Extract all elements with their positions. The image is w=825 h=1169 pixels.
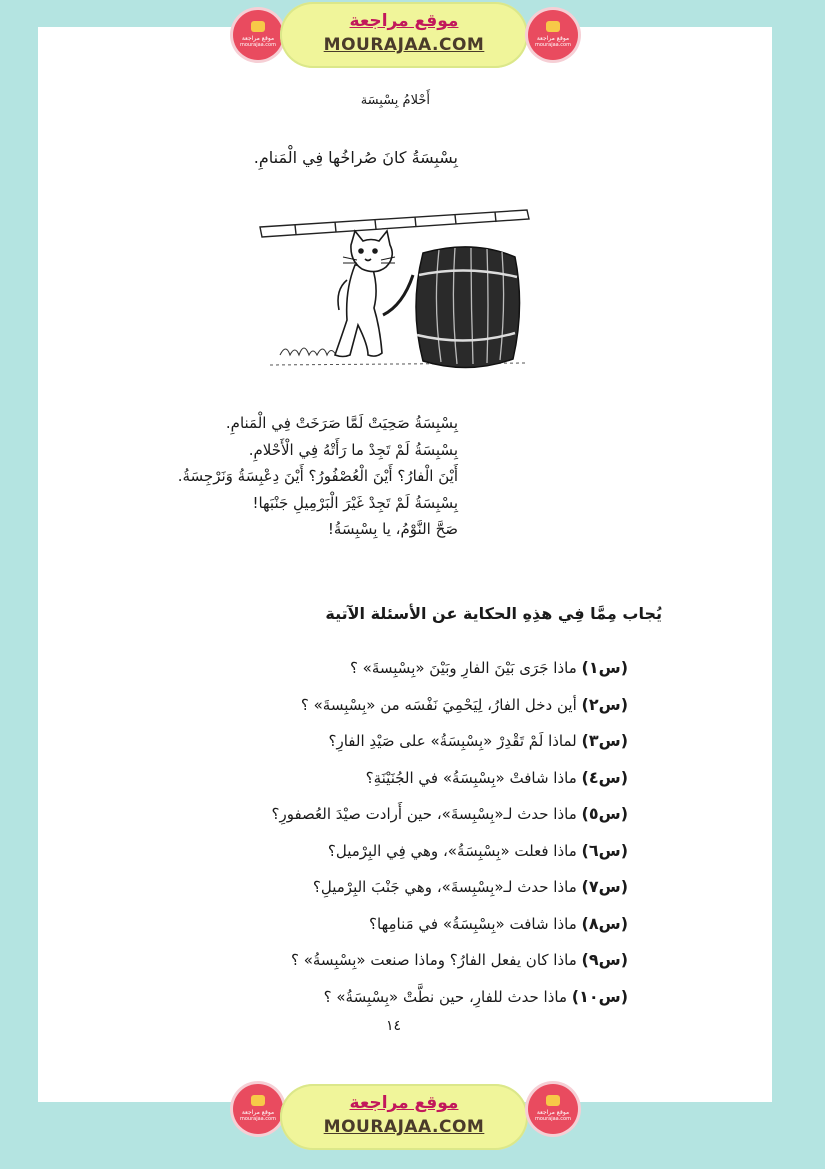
question-text: لماذا لَمْ تَقْدِرْ «بِسْبِسَةُ» على صَيْدِ الفارِ؟ [328,732,577,750]
story-line: أَيْنَ الْفارُ؟ أَيْنَ الْعُصْفُورُ؟ أَيْنَ دِعْبِسَةُ وَنَرْجِسَةُ. [177,467,458,485]
question-text: ماذا حدث لـ«بِسْبِسةَ»، حين أَرادت صيْدَ العُصفورِ؟ [271,805,577,823]
question-item [271,869,628,906]
badge-domain-text: mourajaa.com [534,1116,571,1122]
question-number: (س٦) [581,840,628,860]
question-number: (س٩) [581,950,628,969]
question-number: (س٥) [581,804,628,823]
question-item [271,796,628,833]
page-number: ١٤ [385,1018,401,1034]
site-logo-badge[interactable] [528,1084,578,1134]
site-name-arabic[interactable]: موقع مراجعة [349,11,459,31]
cat-and-barrel-illustration [255,205,535,370]
story-line: بِسْبِسَةُ لَمْ تَجِدْ غَيْرَ الْبَرْمِيلِ جَنْبَها! [252,493,458,512]
book-icon [251,21,265,32]
site-domain[interactable]: MOURAJAA.COM [323,1117,485,1137]
badge-domain-text: mourajaa.com [239,1116,276,1122]
question-item [271,833,628,870]
site-logo-badge[interactable] [233,10,283,60]
question-item [271,942,628,979]
book-icon [546,1095,560,1106]
question-text: ماذا كان يفعل الفارُ؟ وماذا صنعت «بِسْبِسةُ» ؟ [290,951,577,969]
site-logo-badge[interactable] [528,10,578,60]
site-banner-bottom[interactable] [280,1084,528,1150]
question-item [271,650,628,687]
question-number: (س٧) [581,877,628,896]
question-number: (س٨) [581,913,628,933]
badge-arabic-text: موقع مراجعة [536,1109,570,1116]
badge-arabic-text: موقع مراجعة [241,1109,275,1116]
question-item [271,906,628,943]
question-text: ماذا جَرَى بَيْنَ الفارِ وبَيْنَ «بِسْبِسةَ» ؟ [349,659,577,677]
question-number: (س١) [581,658,628,677]
question-text: ماذا حدث للفارِ، حين نطَّتْ «بِسْبِسَةُ» ؟ [323,987,567,1006]
question-text: ماذا حدث لـ«بِسْبِسةَ»، وهي جَنْبَ البِرْميلِ؟ [312,878,577,896]
site-name-arabic[interactable]: موقع مراجعة [349,1093,459,1113]
badge-domain-text: mourajaa.com [239,42,276,48]
question-item [271,979,628,1016]
site-domain[interactable]: MOURAJAA.COM [323,35,485,55]
badge-arabic-text: موقع مراجعة [536,35,570,42]
question-number: (س٣) [581,731,628,750]
question-text: ماذا فعلت «بِسْبِسَةُ»، وهي فِي البِرْميل؟ [327,841,577,860]
book-icon [546,21,560,32]
question-text: أين دخل الفارُ، لِيَحْمِيَ نَفْسَه من «بِسْبِسةَ» ؟ [300,695,577,714]
badge-domain-text: mourajaa.com [534,42,571,48]
book-icon [251,1095,265,1106]
site-logo-badge[interactable] [233,1084,283,1134]
story-title: أَحْلامُ بِسْبِسَة [360,93,430,108]
question-text: ماذا شافتْ «بِسْبِسَةُ» في الجُنَيْنَةِ؟ [365,768,577,787]
question-item [271,687,628,724]
questions-list [271,650,628,1015]
questions-heading: يُجاب مِمَّا فِي هذِهِ الحكاية عن الأسئلة الآتية [325,604,662,623]
story-first-line: بِسْبِسَةُ كانَ صُراخُها فِي الْمَنامِ. [253,148,458,167]
question-item [271,723,628,760]
question-number: (س٢) [581,694,628,714]
question-item [271,760,628,797]
story-line: بِسْبِسَةُ صَحِيَتْ لَمَّا صَرَخَتْ فِي الْمَنامِ. [225,414,458,432]
story-body [178,410,458,543]
question-number: (س٤) [581,767,628,787]
question-text: ماذا شافت «بِسْبِسَةُ» في مَنامِها؟ [369,914,577,933]
story-line: صَحَّ النَّوْمُ، يا بِسْبِسَةُ! [327,520,458,538]
story-line: بِسْبِسَةُ لَمْ تَجِدْ ما رَأَتْهُ فِي الْأَحْلامِ. [248,440,458,459]
site-banner-top[interactable] [280,2,528,68]
question-number: (س١٠) [571,986,628,1006]
badge-arabic-text: موقع مراجعة [241,35,275,42]
